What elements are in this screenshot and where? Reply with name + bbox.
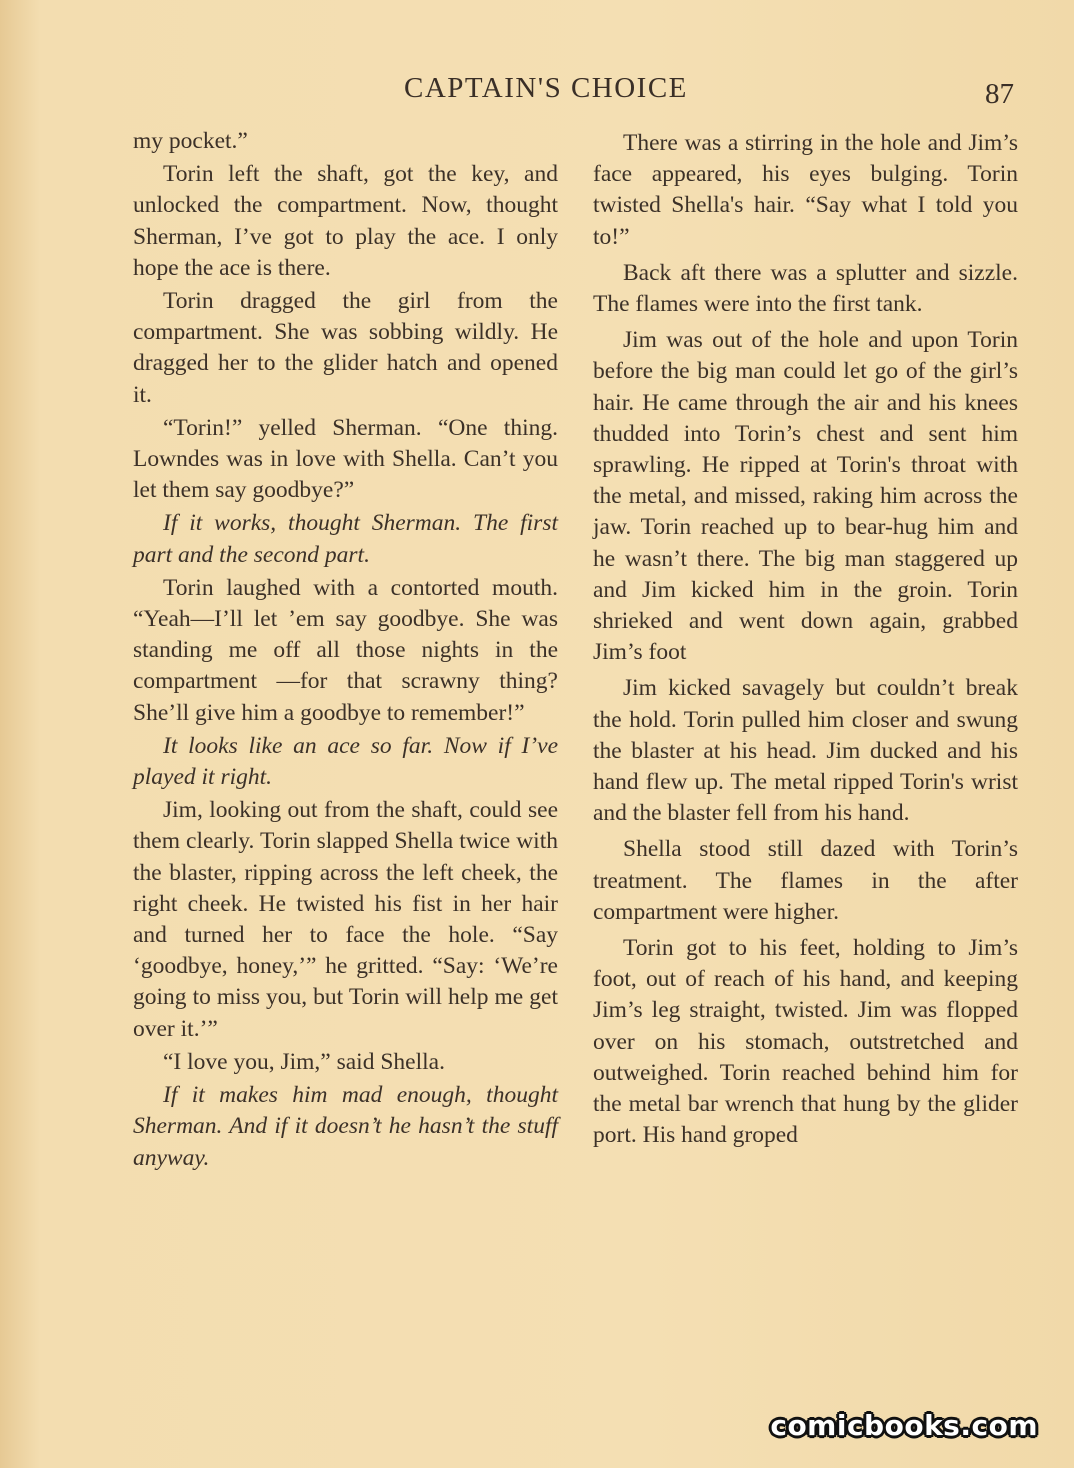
paragraph: There was a stirring in the hole and Jim’s face appeared, his eyes bulging. Torin twisted Shella's hair. “Say what I told you to!” — [593, 130, 1018, 250]
left-text-column — [133, 126, 558, 1176]
paragraph: Jim, looking out from the shaft, could see them clearly. Torin slapped Shella twice with the blaster, ripping across the left cheek, the right cheek. He twisted his fist in her hair and turned her to face the hole. “Say ‘goodbye, honey,’” he gritted. “Say: ‘We’re going to miss you, but Torin will help me get over it.’” — [133, 797, 558, 1042]
site-watermark: comicbooks.com — [770, 1409, 1038, 1442]
paragraph: Torin dragged the girl from the compartment. She was sobbing wildly. He dragged her to the glider hatch and opened it. — [133, 288, 558, 408]
paragraph: “I love you, Jim,” said Shella. — [163, 1048, 445, 1075]
page-number: 87 — [985, 78, 1014, 110]
italic-paragraph: If it works, thought Sherman. The first part and the second part. — [133, 510, 558, 568]
paragraph: Torin laughed with a contorted mouth. “Yeah—I’ll let ’em say goodbye. She was standing me off all those nights in the compartment —for that scrawny thing? She’ll give him a goodbye to remember!” — [133, 574, 558, 726]
paragraph: Torin got to his feet, holding to Jim’s foot, out of reach of his hand, and keeping Jim’s leg straight, twisted. Jim was flopped over on his stomach, outstretched and outweighed. Torin reached behind him for the metal bar wrench that hung by the glider port. His hand groped — [593, 935, 1018, 1149]
italic-paragraph: If it makes him mad enough, thought Sherman. And if it doesn’t he hasn’t the stuff anyway. — [133, 1082, 558, 1171]
paragraph: Shella stood still dazed with Torin’s treatment. The flames in the after compartment were higher. — [593, 836, 1018, 925]
right-text-column — [593, 128, 1018, 1157]
paragraph: Jim was out of the hole and upon Torin before the big man could let go of the girl’s hair. He came through the air and his knees thudded into Torin’s chest and sent him sprawling. He ripped at Torin's throat with the metal, and missed, raking him across the jaw. Torin reached up to bear-hug him and he wasn’t there. The big man staggered up and Jim kicked him in the groin. Torin shrieked and went down again, grabbed Jim’s foot — [593, 327, 1018, 666]
paragraph: my pocket.” — [133, 128, 248, 154]
running-title: CAPTAIN'S CHOICE — [404, 72, 688, 104]
paragraph: “Torin!” yelled Sherman. “One thing. Lowndes was in love with Shella. Can’t you let them say goodbye?” — [133, 414, 558, 504]
italic-paragraph: It looks like an ace so far. Now if I’ve played it right. — [133, 732, 558, 791]
page-header — [0, 72, 1074, 112]
paragraph: Torin left the shaft, got the key, and unlocked the compartment. Now, thought Sherman, I’ve got to play the ace. I only hope the ace is there. — [133, 161, 558, 281]
paragraph: Jim kicked savagely but couldn’t break the hold. Torin pulled him closer and swung the blaster at his head. Jim ducked and his hand flew up. The metal ripped Torin's wrist and the blaster fell from his hand. — [593, 675, 1018, 827]
paragraph: Back aft there was a splutter and sizzle. The flames were into the first tank. — [593, 259, 1018, 318]
